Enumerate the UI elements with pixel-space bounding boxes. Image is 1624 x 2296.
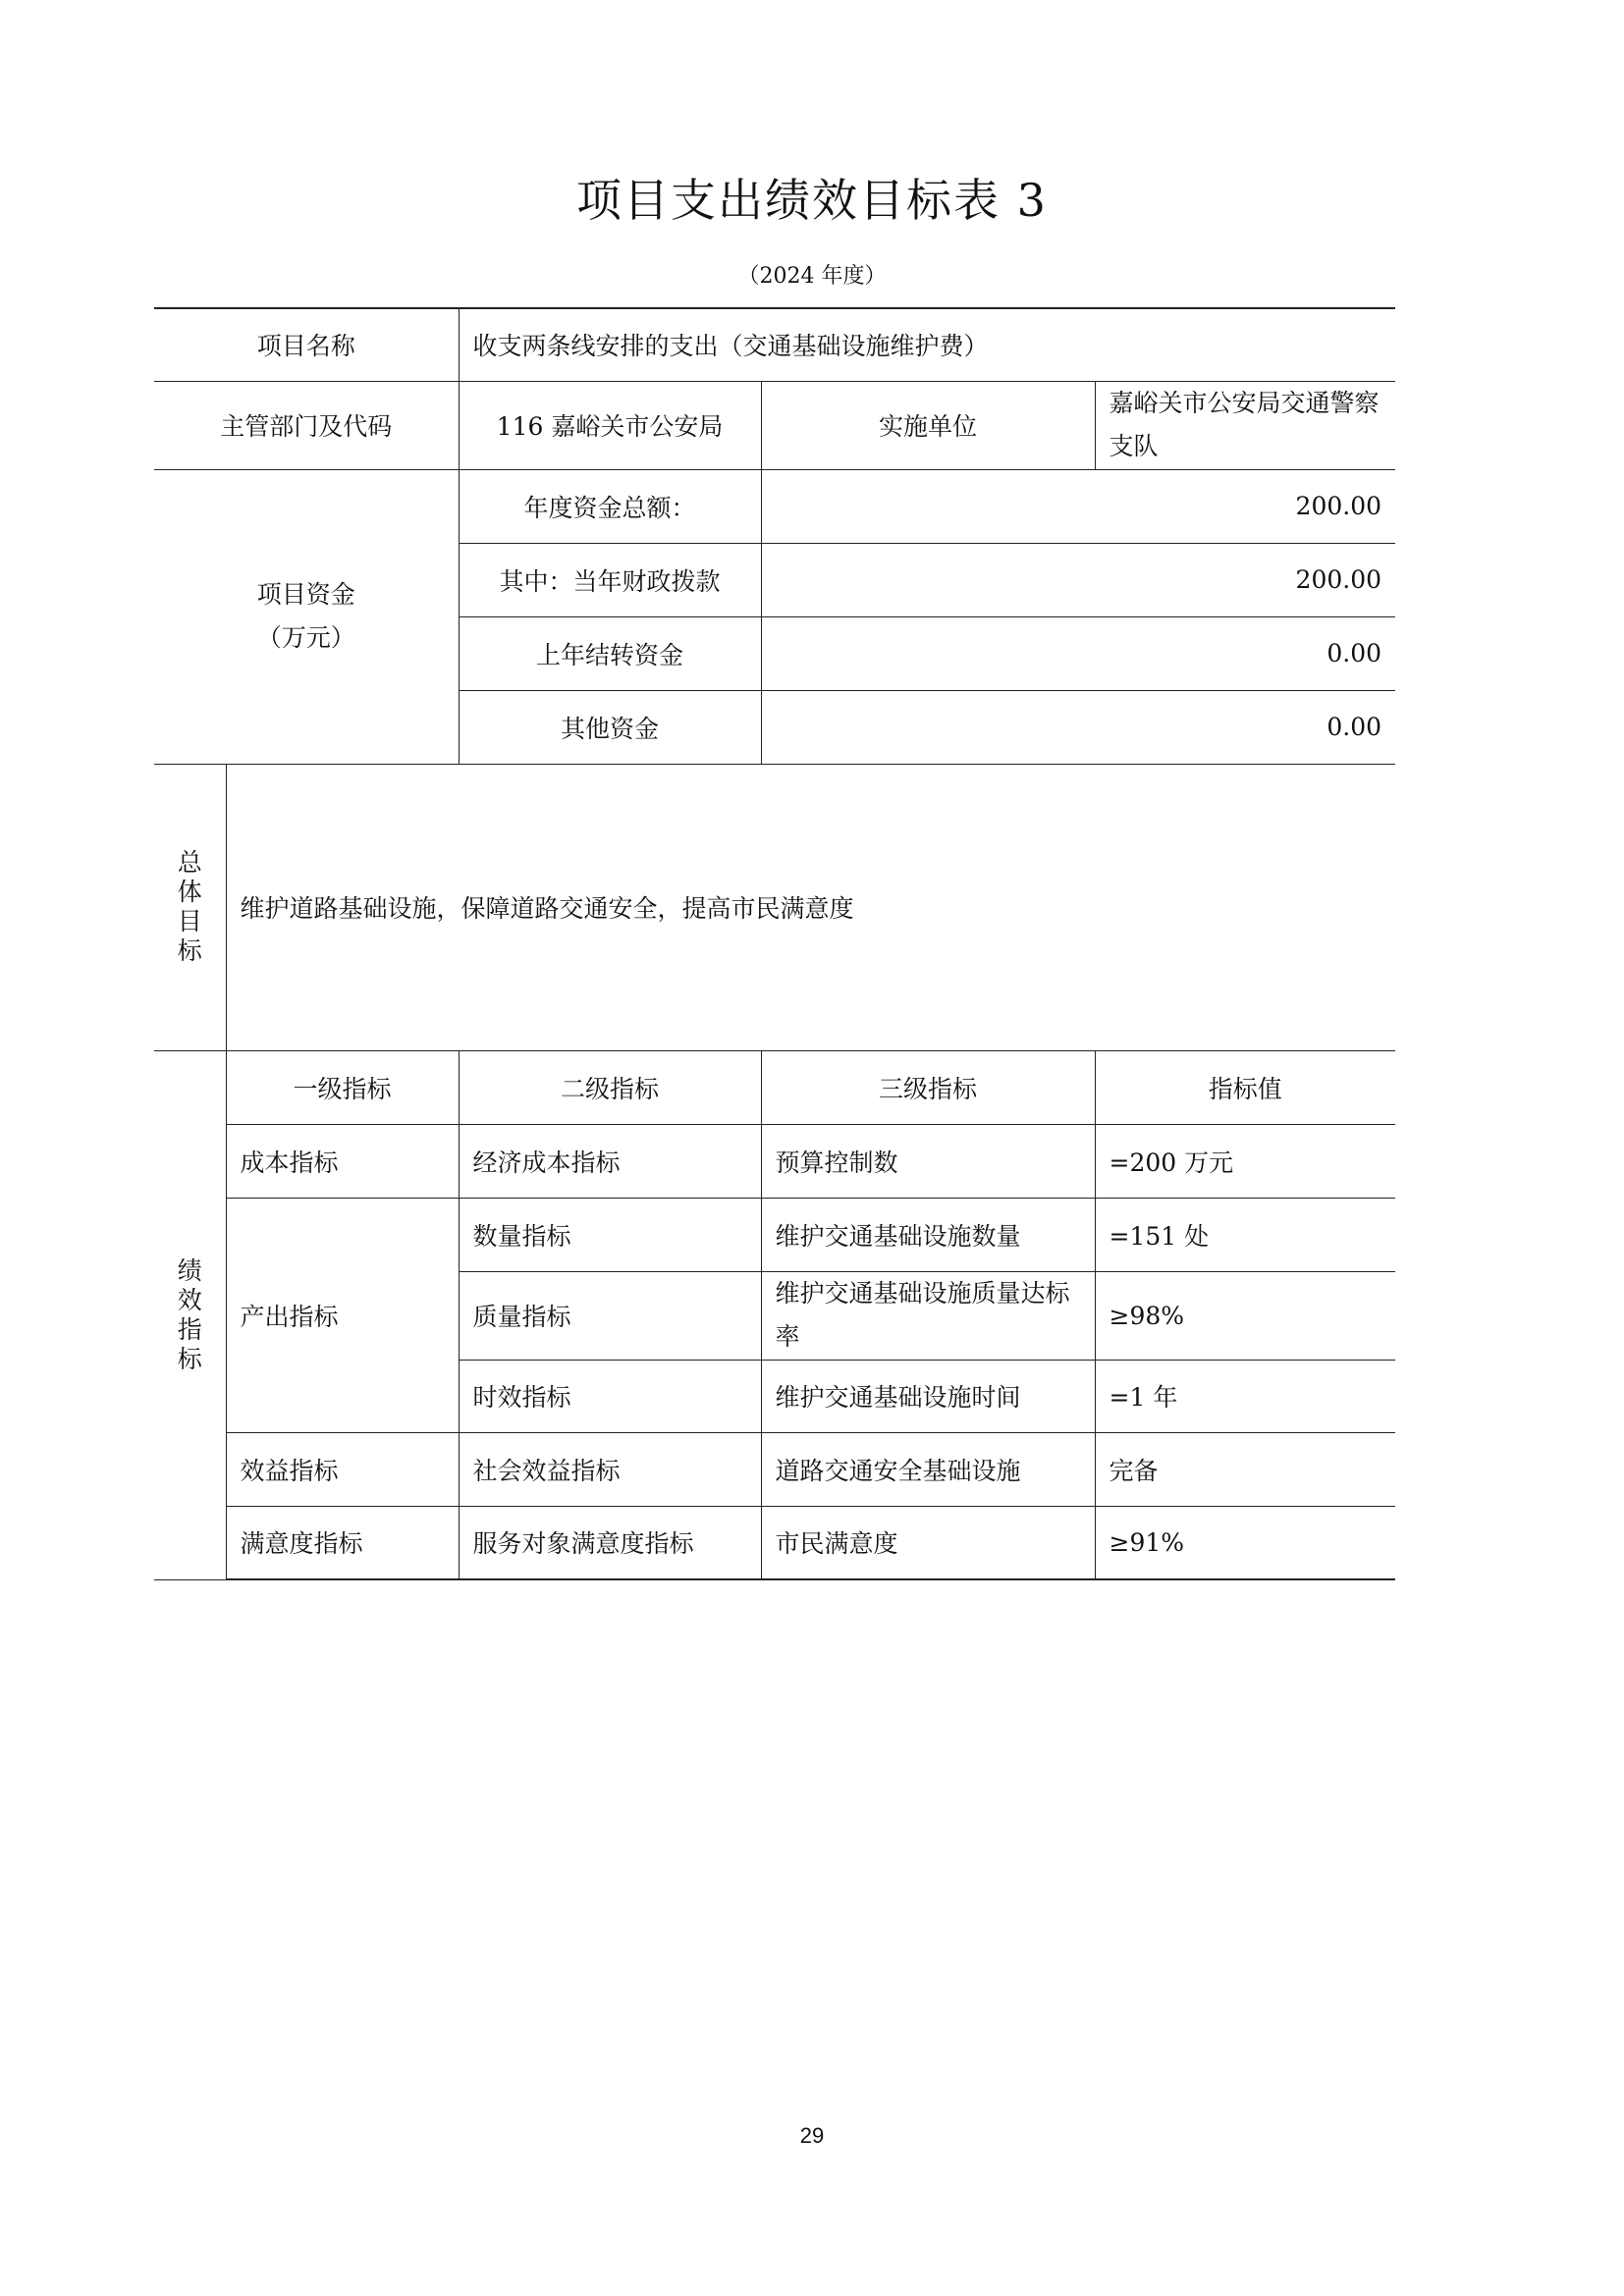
level2-cell: 服务对象满意度指标 [459, 1506, 761, 1579]
funds-label: 项目资金 [256, 580, 355, 609]
level3-cell: 维护交通基础设施质量达标率 [761, 1271, 1095, 1360]
level2-cell: 质量指标 [459, 1271, 761, 1360]
level1-cell: 产出指标 [226, 1198, 459, 1432]
level3-cell: 市民满意度 [761, 1506, 1095, 1579]
funds-row-value: 200.00 [761, 543, 1395, 616]
funds-row-label: 其他资金 [459, 690, 761, 764]
funds-unit: （万元） [256, 623, 355, 652]
level3-cell: 道路交通安全基础设施 [761, 1432, 1095, 1506]
dept-label: 主管部门及代码 [154, 381, 459, 469]
funds-row-value: 200.00 [761, 469, 1395, 543]
dept-value: 116 嘉峪关市公安局 [459, 381, 761, 469]
cost-indicator-row [154, 1124, 1395, 1198]
project-name-label: 项目名称 [154, 308, 459, 381]
level1-cell: 成本指标 [226, 1124, 459, 1198]
funds-row-total [154, 469, 1395, 543]
page-title: 项目支出绩效目标表 3 [576, 174, 1048, 227]
value-cell: =151 处 [1095, 1198, 1395, 1271]
indicator-header-row [154, 1050, 1395, 1124]
funds-row-label: 年度资金总额： [459, 469, 761, 543]
project-name-row [154, 308, 1395, 381]
level1-cell: 效益指标 [226, 1432, 459, 1506]
header-value: 指标值 [1095, 1050, 1395, 1124]
level3-cell: 维护交通基础设施数量 [761, 1198, 1095, 1271]
overall-goal-label: 总体目标 [177, 848, 202, 965]
benefit-indicator-row [154, 1432, 1395, 1506]
value-cell: =200 万元 [1095, 1124, 1395, 1198]
value-cell: =1 年 [1095, 1360, 1395, 1432]
overall-goal-label-cell [154, 764, 226, 1050]
output-indicator-row [154, 1198, 1395, 1271]
value-cell: ≥91% [1095, 1506, 1395, 1579]
overall-goal-row [154, 764, 1395, 1050]
level2-cell: 时效指标 [459, 1360, 761, 1432]
header-level2: 二级指标 [459, 1050, 761, 1124]
value-cell: ≥98% [1095, 1271, 1395, 1360]
page-number: 29 [799, 2123, 825, 2148]
satisfaction-indicator-row [154, 1506, 1395, 1579]
level2-cell: 社会效益指标 [459, 1432, 761, 1506]
funds-row-value: 0.00 [761, 690, 1395, 764]
header-level1: 一级指标 [226, 1050, 459, 1124]
funds-row-label: 其中：当年财政拨款 [459, 543, 761, 616]
level2-cell: 数量指标 [459, 1198, 761, 1271]
funds-row-value: 0.00 [761, 616, 1395, 690]
overall-goal-text: 维护道路基础设施，保障道路交通安全，提高市民满意度 [226, 764, 1395, 1050]
performance-indicators-label: 绩效指标 [177, 1255, 202, 1373]
level2-cell: 经济成本指标 [459, 1124, 761, 1198]
fiscal-year: （2024 年度） [737, 264, 887, 289]
header-level3: 三级指标 [761, 1050, 1095, 1124]
value-cell: 完备 [1095, 1432, 1395, 1506]
level3-cell: 维护交通基础设施时间 [761, 1360, 1095, 1432]
funds-row-label: 上年结转资金 [459, 616, 761, 690]
impl-unit-value: 嘉峪关市公安局交通警察支队 [1095, 381, 1395, 469]
performance-indicators-label-cell [154, 1050, 226, 1579]
performance-target-table [154, 307, 1395, 1580]
level1-cell: 满意度指标 [226, 1506, 459, 1579]
level3-cell: 预算控制数 [761, 1124, 1095, 1198]
impl-unit-label: 实施单位 [761, 381, 1095, 469]
project-name-value: 收支两条线安排的支出（交通基础设施维护费） [459, 308, 1395, 381]
department-row [154, 381, 1395, 469]
funds-label-cell [154, 469, 459, 764]
